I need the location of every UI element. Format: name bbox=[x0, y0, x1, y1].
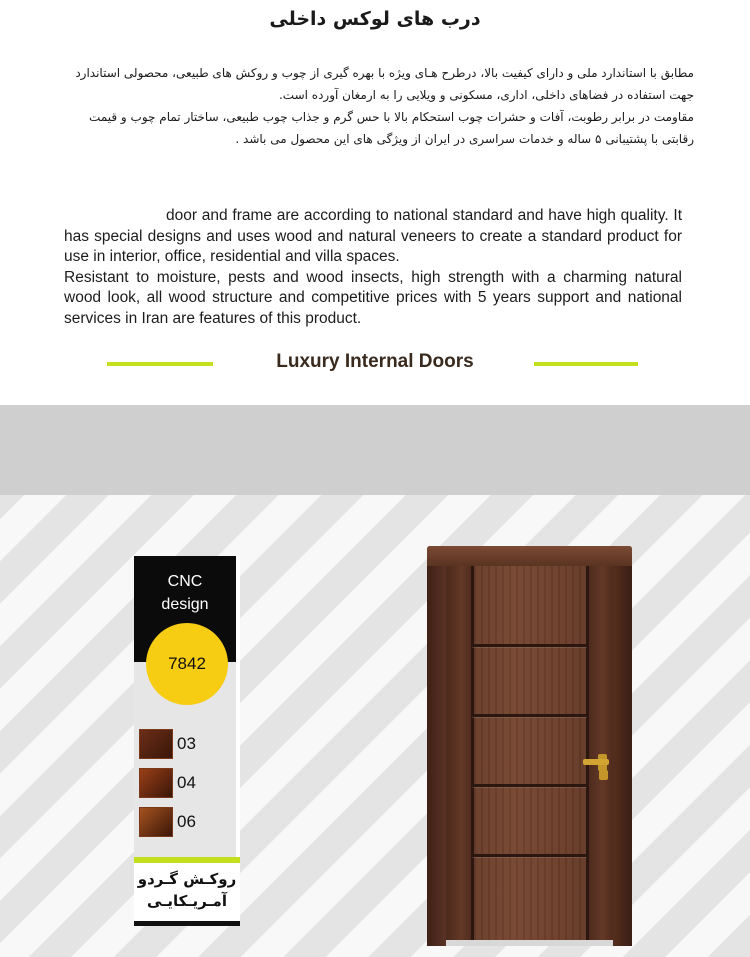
door-groove-1 bbox=[472, 644, 587, 647]
door-lock-icon bbox=[599, 770, 608, 780]
product-code-badge: 7842 bbox=[146, 623, 228, 705]
door-frame-header bbox=[427, 546, 632, 566]
persian-paragraph-2: مقاومت در برابر رطوبت، آفات و حشرات چوب استحکام بالا با حس گرم و جذاب چوب طبیعی، ساختار تمام چوب و قیمت رقابتی با پشتیبانی ۵ ساله و خدمات سراسری در ایران از ویژگی های این محصول می باشد . bbox=[89, 110, 694, 146]
door-handle-icon bbox=[583, 759, 609, 765]
veneer-label-line2: آمـریـکایـی bbox=[147, 892, 227, 910]
color-swatch-03[interactable] bbox=[139, 729, 173, 759]
design-label-line1: CNC bbox=[167, 573, 203, 590]
persian-title: درب های لوکس داخلی bbox=[269, 8, 481, 30]
door-stile-right bbox=[587, 566, 613, 940]
color-code-06: 06 bbox=[177, 812, 196, 831]
door-groove-2 bbox=[472, 714, 587, 717]
heading-divider-right bbox=[534, 362, 638, 366]
panel-bottom-bar bbox=[134, 921, 240, 926]
door-groove-3 bbox=[472, 784, 587, 787]
design-label bbox=[134, 570, 236, 616]
section-heading: Luxury Internal Doors bbox=[276, 351, 474, 372]
door-groove-4 bbox=[472, 854, 587, 857]
english-paragraph-1: door and frame are according to national standard and have high quality. It has special designs and uses wood and natural veneers to create a standard product for use in interior, office, residential and villa spaces. bbox=[64, 207, 682, 265]
veneer-label bbox=[134, 868, 240, 912]
english-description bbox=[64, 206, 682, 329]
color-code-03: 03 bbox=[177, 734, 196, 753]
color-swatch-06[interactable] bbox=[139, 807, 173, 837]
design-label-line2: design bbox=[161, 596, 209, 613]
section-heading-row bbox=[0, 350, 750, 378]
english-paragraph-2: Resistant to moisture, pests and wood insects, high strength with a charming natural wood look, all wood structure and competitive prices with 5 years support and national services in Iran are features of this product. bbox=[64, 268, 682, 327]
door-stile-left bbox=[446, 566, 472, 940]
persian-description bbox=[64, 62, 694, 150]
door-groove-vertical-left bbox=[471, 566, 474, 940]
striped-background bbox=[0, 495, 750, 957]
door-threshold bbox=[446, 940, 613, 946]
color-code-04: 04 bbox=[177, 773, 196, 792]
persian-paragraph-1: مطابق با استاندارد ملی و دارای کیفیت بالا، درطرح هـای ویژه با بهره گیری از چوب و روکش های طبیعی، محصولی استاندارد جهت استفاده در فضاهای داخلی، اداری، مسکونی و ویلایی را به ارمغان آورده است. bbox=[75, 66, 694, 102]
door-groove-vertical-right bbox=[586, 566, 589, 940]
header-section bbox=[0, 0, 750, 405]
veneer-label-line1: روکـش گـردو bbox=[137, 870, 237, 888]
gray-band bbox=[0, 405, 750, 495]
color-swatch-04[interactable] bbox=[139, 768, 173, 798]
